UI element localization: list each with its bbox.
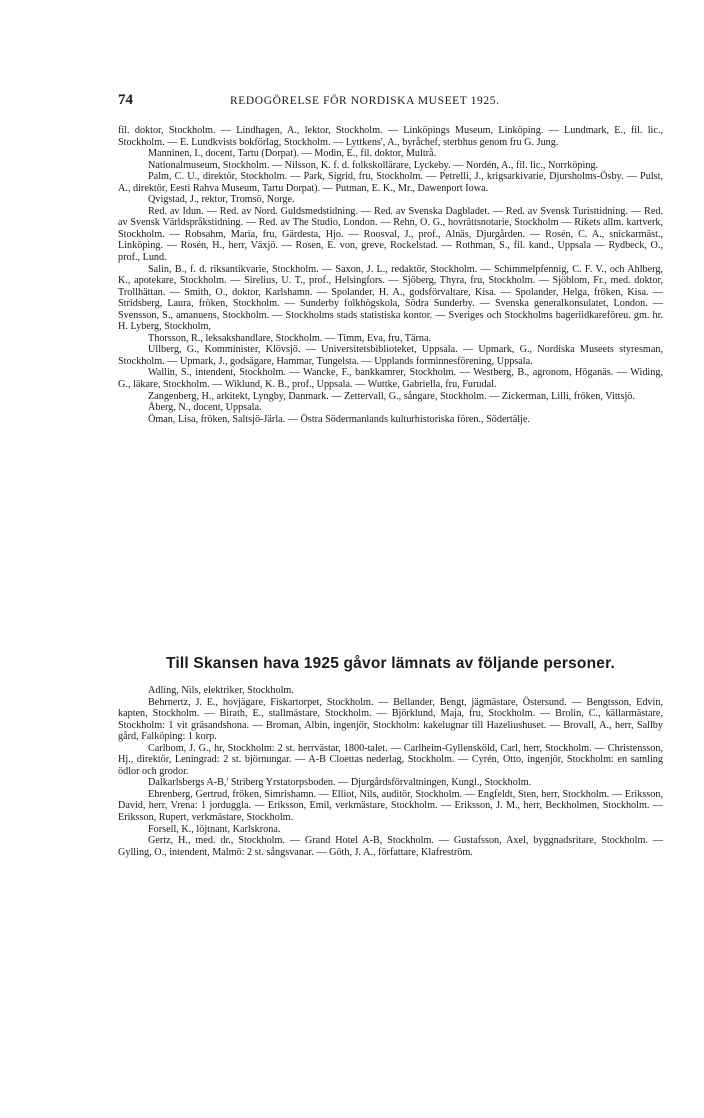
- donor-paragraph: Zangenberg, H., arkitekt, Lyngby, Danmark. — Zettervall, G., sångare, Stockholm. — Zickerman, Lilli, fröken, Vittsjö.: [148, 390, 635, 402]
- skansen-donor-paragraph: Dalkarlsbergs A-B,' Striberg Yrstatorpsboden. — Djurgårdsförvaltningen, Kungl., Stockholm.: [148, 777, 532, 789]
- donor-paragraph: Öman, Lisa, fröken, Saltsjö-Järla. — Östra Södermanlands kulturhistoriska fören., Södertälje.: [148, 413, 530, 425]
- donor-paragraph: Åberg, N., docent, Uppsala.: [148, 402, 262, 414]
- skansen-section-heading: Till Skansen hava 1925 gåvor lämnats av följande personer.: [166, 655, 615, 672]
- donor-paragraph: Palm, C. U., direktör, Stockholm. — Park, Sigrid, fru, Stockholm. — Petrelli, J., krigsarkivarie, Djursholms-Ösby. — Pulst, A., direktör, Eesti Rahva Museum, Tartu Dorpat). — Putman, E. K., Mr., Dawenport Iowa.: [118, 171, 663, 194]
- donor-paragraph: Salin, B., f. d. riksantikvarie, Stockholm. — Saxon, J. L., redaktör, Stockholm. — Schimmelpfennig, C. F. V., och Ahlberg, K., apotekare, Stockholm. — Sirelius, U. T., prof., Helsingfors. — Sjöberg, Thyra, fru, Stockholm. — Sjöblom, Fr., med. doktor, Trollhättan. — Smith, O., doktor, Karlshamn. — Spolander, H. A., godsförvaltare, Kisa. — Spolander, Helga, fröken, Kisa. — Stridsberg, Laura, fröken, Stockholm. — Sunderby folkhögskola, Södra Sunderby. — Svenska generalkonsulatet, London. — Svensson, S., amanuens, Stockholm. — Stockholms stads statistiska kontor. — Sveriges och Stockholms bageriidkareföreu. gm. hr. H. Lyberg, Stockholm,: [118, 263, 663, 333]
- skansen-donor-paragraph: Carlbom, J. G., hr, Stockholm: 2 st. herrvästar, 1800-talet. — Carlheim-Gyllensköld, Carl, herr, Stockholm. — Christensson, Hj., direktör, Leningrad: 2 st. björnungar. — A-B Cloettas nederlag, Stockholm. — Cyrén, Otto, ingenjör, Stockholm: en samling ödlor och grodor.: [118, 742, 663, 777]
- skansen-donor-paragraph: Ehrenberg, Gertrud, fröken, Simrishamn. — Elliot, Nils, auditör, Stockholm. — Engfeldt, Sten, herr, Stockholm. — Eriksson, David, herr, Vrena: 1 jorduggla. — Eriksson, Emil, verkmästare, Stockholm. — Eriksson, J. M., herr, Beckholmen, Stockholm. — Eriksson, Rupert, verkmästare, Stockholm.: [118, 788, 663, 824]
- skansen-donor-list: [118, 685, 663, 858]
- skansen-donor-paragraph: Behrnertz, J. E., hovjägare, Fiskartorpet, Stockholm. — Bellander, Bengt, jägmästare, Östersund. — Bengtsson, Edvin, kapten, Stockholm. — Birath, E., stallmästare, Stockholm. — Björklund, Maja, fru, Stockholm. — Brolin, C., källarmästare, Stockholm: 1 vit gräsandshona. — Broman, Albin, ingenjör, Stockholm: kakelugnar till Hazeliushuset. — Brovall, A., herr, Sallby gård, Falköping: 1 korp.: [118, 696, 663, 743]
- page-number: 74: [118, 92, 133, 108]
- donor-paragraph: Wallin, S., intendent, Stockholm. — Wancke, F., bankkamrer, Stockholm. — Westberg, B., agronom, Höganäs. — Widing, G., läkare, Stockholm. — Wiklund, K. B., prof., Uppsala. — Wuttke, Gabriella, fru, Furudal.: [118, 367, 663, 391]
- donor-paragraph: Red. av Idun. — Red. av Nord. Guldsmedstidning. — Red. av Svenska Dagbladet. — Red. av Svensk Turisttidning. — Red. av Svensk Världspråkstidning. — Red. av The Studio, London. — Rehn, O. G., hovrättsnotarie, Stockholm — Rikets allm. kartverk, Stockholm. — Robsahm, Maria, fru, Gärdesta, Hjo. — Roosval, J., prof., Alnäs, Djurgården. — Rosén, C. A., snickarmäst., Linköping. — Rosén, H., herr, Växjö. — Rosen, E. von, greve, Rockelstad. — Rothman, S., fil. kand., Uppsala — Rydbeck, O., prof., Lund.: [118, 205, 663, 264]
- donor-paragraph: Thorsson, R., leksakshandlare, Stockholm. — Timm, Eva, fru, Tärna.: [148, 332, 432, 344]
- donor-paragraph: Qvigstad, J., rektor, Tromsö, Norge.: [148, 194, 295, 206]
- donor-list-continued: [118, 125, 663, 425]
- donor-paragraph: fil. doktor, Stockholm. — Lindhagen, A., lektor, Stockholm. — Linköpings Museum, Linköping. — Lundmark, E., fil. lic., Stockholm. — E. Lundkvists bokförlag, Stockholm. — Lyttkens', A., byråchef, sterbhus genom fru G. Jung.: [118, 125, 663, 148]
- skansen-donor-paragraph: Adling, Nils, elektriker, Stockholm.: [148, 685, 294, 696]
- skansen-donor-paragraph: Gertz, H., med. dr., Stockholm. — Grand Hotel A-B, Stockholm. — Gustafsson, Axel, byggnadsritare, Stockholm. — Gylling, O., intendent, Malmö: 2 st. sångsvanar. — Göth, J. A., författare, Klafreström.: [118, 835, 663, 858]
- page-header: [118, 92, 663, 112]
- running-head: REDOGÖRELSE FÖR NORDISKA MUSEET 1925.: [230, 95, 500, 107]
- donor-paragraph: Nationalmuseum, Stockholm. — Nilsson, K. f. d. folkskollärare, Lyckeby. — Nordén, A., fil. lic., Norrköping.: [148, 159, 599, 171]
- skansen-donor-paragraph: Forsell, K., löjtnant, Karlskrona.: [148, 823, 281, 835]
- donor-paragraph: Ullberg, G., Komminister, Klövsjö. — Universitetsbiblioteket, Uppsala. — Upmark, G., Nordiska Museets styresman, Stockholm. — Upmark, J., godsägare, Hammar, Tungelsta. — Upplands forminnesförening, Uppsala.: [118, 344, 663, 367]
- donor-paragraph: Manninen, I., docent, Tartu (Dorpat). — Modin, E., fil. doktor, Multrå.: [148, 148, 437, 160]
